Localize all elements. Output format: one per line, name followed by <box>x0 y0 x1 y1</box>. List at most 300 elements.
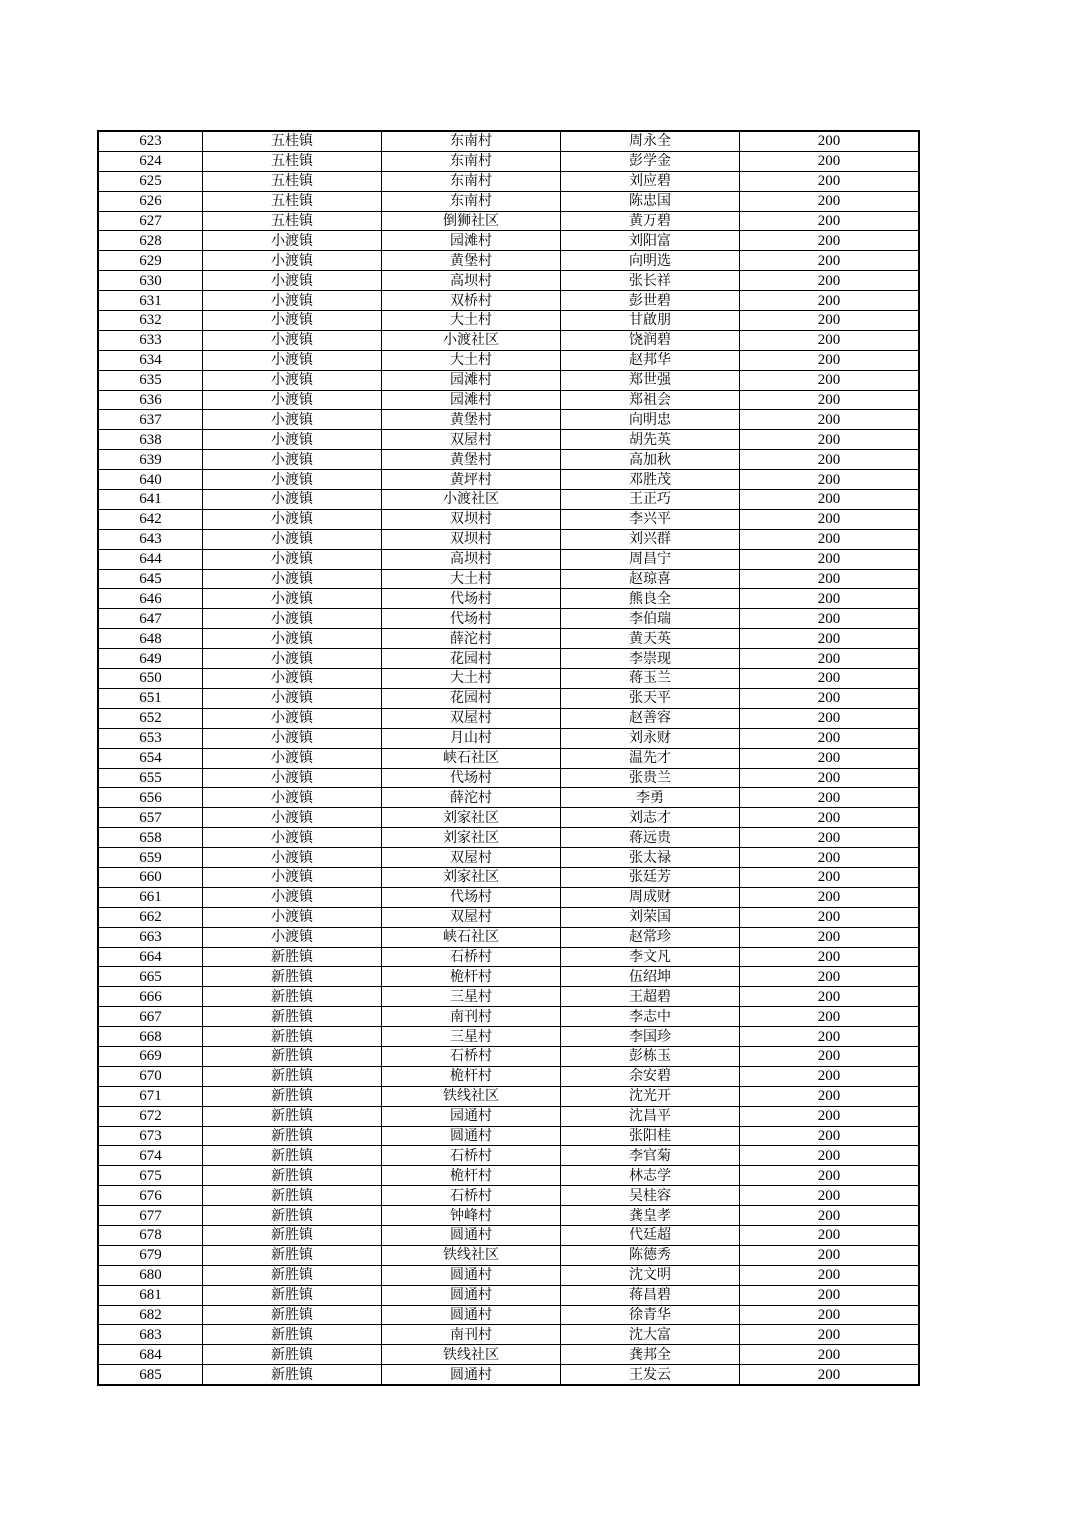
name-cell: 陈忠国 <box>561 191 740 211</box>
name-cell: 代廷超 <box>561 1225 740 1245</box>
row-number-cell: 671 <box>98 1086 203 1106</box>
name-cell: 沈大富 <box>561 1325 740 1345</box>
name-cell: 赵常珍 <box>561 927 740 947</box>
amount-cell: 200 <box>740 907 920 927</box>
row-number-cell: 681 <box>98 1285 203 1305</box>
table-row <box>98 171 919 191</box>
row-number-cell: 649 <box>98 649 203 669</box>
town-cell: 小渡镇 <box>203 350 382 370</box>
row-number-cell: 654 <box>98 748 203 768</box>
table-row <box>98 1186 919 1206</box>
town-cell: 新胜镇 <box>203 1225 382 1245</box>
row-number-cell: 626 <box>98 191 203 211</box>
name-cell: 林志学 <box>561 1166 740 1186</box>
town-cell: 新胜镇 <box>203 967 382 987</box>
name-cell: 赵善容 <box>561 708 740 728</box>
village-cell: 桅杆村 <box>382 1066 561 1086</box>
amount-cell: 200 <box>740 251 920 271</box>
village-cell: 铁线社区 <box>382 1245 561 1265</box>
village-cell: 黄坪村 <box>382 470 561 490</box>
town-cell: 新胜镇 <box>203 1066 382 1086</box>
row-number-cell: 668 <box>98 1027 203 1047</box>
amount-cell: 200 <box>740 1027 920 1047</box>
row-number-cell: 641 <box>98 490 203 510</box>
town-cell: 五桂镇 <box>203 131 382 151</box>
town-cell: 小渡镇 <box>203 688 382 708</box>
amount-cell: 200 <box>740 947 920 967</box>
amount-cell: 200 <box>740 370 920 390</box>
village-cell: 大土村 <box>382 569 561 589</box>
amount-cell: 200 <box>740 1186 920 1206</box>
beneficiary-table <box>97 130 920 1386</box>
amount-cell: 200 <box>740 1365 920 1385</box>
row-number-cell: 656 <box>98 788 203 808</box>
village-cell: 刘家社区 <box>382 808 561 828</box>
town-cell: 小渡镇 <box>203 529 382 549</box>
town-cell: 小渡镇 <box>203 907 382 927</box>
table-row <box>98 1206 919 1226</box>
name-cell: 向明忠 <box>561 410 740 430</box>
amount-cell: 200 <box>740 669 920 689</box>
amount-cell: 200 <box>740 688 920 708</box>
table-row <box>98 1345 919 1365</box>
row-number-cell: 663 <box>98 927 203 947</box>
table-row <box>98 450 919 470</box>
name-cell: 刘应碧 <box>561 171 740 191</box>
town-cell: 小渡镇 <box>203 748 382 768</box>
village-cell: 圆通村 <box>382 1225 561 1245</box>
table-row <box>98 131 919 151</box>
table-row <box>98 669 919 689</box>
table-row <box>98 629 919 649</box>
village-cell: 圆通村 <box>382 1265 561 1285</box>
town-cell: 新胜镇 <box>203 1245 382 1265</box>
row-number-cell: 679 <box>98 1245 203 1265</box>
town-cell: 小渡镇 <box>203 291 382 311</box>
table-row <box>98 370 919 390</box>
name-cell: 李文凡 <box>561 947 740 967</box>
village-cell: 南刊村 <box>382 1325 561 1345</box>
amount-cell: 200 <box>740 1245 920 1265</box>
name-cell: 彭栋玉 <box>561 1046 740 1066</box>
row-number-cell: 643 <box>98 529 203 549</box>
table-row <box>98 330 919 350</box>
name-cell: 饶润碧 <box>561 330 740 350</box>
village-cell: 倒狮社区 <box>382 211 561 231</box>
amount-cell: 200 <box>740 470 920 490</box>
village-cell: 园滩村 <box>382 370 561 390</box>
table-row <box>98 291 919 311</box>
table-row <box>98 987 919 1007</box>
row-number-cell: 670 <box>98 1066 203 1086</box>
amount-cell: 200 <box>740 231 920 251</box>
table-row <box>98 509 919 529</box>
table-row <box>98 1225 919 1245</box>
name-cell: 彭学金 <box>561 151 740 171</box>
town-cell: 新胜镇 <box>203 1126 382 1146</box>
row-number-cell: 646 <box>98 589 203 609</box>
table-row <box>98 1066 919 1086</box>
amount-cell: 200 <box>740 390 920 410</box>
name-cell: 张阳桂 <box>561 1126 740 1146</box>
amount-cell: 200 <box>740 171 920 191</box>
town-cell: 小渡镇 <box>203 311 382 331</box>
amount-cell: 200 <box>740 1305 920 1325</box>
town-cell: 小渡镇 <box>203 470 382 490</box>
row-number-cell: 661 <box>98 887 203 907</box>
amount-cell: 200 <box>740 430 920 450</box>
row-number-cell: 645 <box>98 569 203 589</box>
name-cell: 李志中 <box>561 1007 740 1027</box>
amount-cell: 200 <box>740 1126 920 1146</box>
table-row <box>98 1265 919 1285</box>
name-cell: 张太禄 <box>561 848 740 868</box>
town-cell: 五桂镇 <box>203 211 382 231</box>
name-cell: 沈文明 <box>561 1265 740 1285</box>
row-number-cell: 632 <box>98 311 203 331</box>
town-cell: 新胜镇 <box>203 1007 382 1027</box>
town-cell: 小渡镇 <box>203 410 382 430</box>
table-row <box>98 1166 919 1186</box>
amount-cell: 200 <box>740 808 920 828</box>
village-cell: 代场村 <box>382 768 561 788</box>
village-cell: 双屋村 <box>382 430 561 450</box>
name-cell: 沈光开 <box>561 1086 740 1106</box>
town-cell: 小渡镇 <box>203 549 382 569</box>
row-number-cell: 623 <box>98 131 203 151</box>
amount-cell: 200 <box>740 509 920 529</box>
village-cell: 圆通村 <box>382 1305 561 1325</box>
row-number-cell: 648 <box>98 629 203 649</box>
amount-cell: 200 <box>740 609 920 629</box>
table-row <box>98 191 919 211</box>
village-cell: 双坝村 <box>382 529 561 549</box>
amount-cell: 200 <box>740 1265 920 1285</box>
row-number-cell: 660 <box>98 867 203 887</box>
name-cell: 王超碧 <box>561 987 740 1007</box>
town-cell: 新胜镇 <box>203 1265 382 1285</box>
village-cell: 代场村 <box>382 589 561 609</box>
row-number-cell: 650 <box>98 669 203 689</box>
table-row <box>98 151 919 171</box>
village-cell: 代场村 <box>382 609 561 629</box>
town-cell: 小渡镇 <box>203 708 382 728</box>
village-cell: 石桥村 <box>382 947 561 967</box>
row-number-cell: 635 <box>98 370 203 390</box>
amount-cell: 200 <box>740 350 920 370</box>
town-cell: 小渡镇 <box>203 390 382 410</box>
village-cell: 刘家社区 <box>382 867 561 887</box>
table-row <box>98 828 919 848</box>
name-cell: 张贵兰 <box>561 768 740 788</box>
town-cell: 新胜镇 <box>203 1305 382 1325</box>
table-row <box>98 1007 919 1027</box>
amount-cell: 200 <box>740 927 920 947</box>
table-row <box>98 808 919 828</box>
amount-cell: 200 <box>740 1285 920 1305</box>
table-row <box>98 490 919 510</box>
name-cell: 徐青华 <box>561 1305 740 1325</box>
name-cell: 甘啟朋 <box>561 311 740 331</box>
village-cell: 三星村 <box>382 1027 561 1047</box>
village-cell: 花园村 <box>382 688 561 708</box>
village-cell: 双屋村 <box>382 907 561 927</box>
amount-cell: 200 <box>740 768 920 788</box>
town-cell: 小渡镇 <box>203 808 382 828</box>
row-number-cell: 630 <box>98 271 203 291</box>
table-row <box>98 350 919 370</box>
town-cell: 新胜镇 <box>203 987 382 1007</box>
town-cell: 新胜镇 <box>203 1086 382 1106</box>
village-cell: 圆通村 <box>382 1285 561 1305</box>
table-row <box>98 1365 919 1385</box>
table-row <box>98 728 919 748</box>
table-row <box>98 410 919 430</box>
row-number-cell: 636 <box>98 390 203 410</box>
amount-cell: 200 <box>740 311 920 331</box>
town-cell: 小渡镇 <box>203 271 382 291</box>
amount-cell: 200 <box>740 649 920 669</box>
name-cell: 熊良全 <box>561 589 740 609</box>
name-cell: 邓胜茂 <box>561 470 740 490</box>
row-number-cell: 684 <box>98 1345 203 1365</box>
village-cell: 钟峰村 <box>382 1206 561 1226</box>
village-cell: 峡石社区 <box>382 748 561 768</box>
village-cell: 石桥村 <box>382 1146 561 1166</box>
table-row <box>98 430 919 450</box>
name-cell: 刘荣国 <box>561 907 740 927</box>
town-cell: 小渡镇 <box>203 848 382 868</box>
name-cell: 李崇现 <box>561 649 740 669</box>
amount-cell: 200 <box>740 450 920 470</box>
row-number-cell: 672 <box>98 1106 203 1126</box>
village-cell: 双桥村 <box>382 291 561 311</box>
row-number-cell: 659 <box>98 848 203 868</box>
table-row <box>98 1046 919 1066</box>
village-cell: 双坝村 <box>382 509 561 529</box>
amount-cell: 200 <box>740 708 920 728</box>
name-cell: 李国珍 <box>561 1027 740 1047</box>
village-cell: 刘家社区 <box>382 828 561 848</box>
village-cell: 石桥村 <box>382 1186 561 1206</box>
row-number-cell: 675 <box>98 1166 203 1186</box>
village-cell: 桅杆村 <box>382 1166 561 1186</box>
village-cell: 薛沱村 <box>382 629 561 649</box>
row-number-cell: 683 <box>98 1325 203 1345</box>
row-number-cell: 669 <box>98 1046 203 1066</box>
row-number-cell: 674 <box>98 1146 203 1166</box>
table-row <box>98 529 919 549</box>
name-cell: 向明选 <box>561 251 740 271</box>
row-number-cell: 642 <box>98 509 203 529</box>
row-number-cell: 638 <box>98 430 203 450</box>
village-cell: 东南村 <box>382 191 561 211</box>
table-row <box>98 788 919 808</box>
amount-cell: 200 <box>740 848 920 868</box>
table-row <box>98 251 919 271</box>
amount-cell: 200 <box>740 1225 920 1245</box>
row-number-cell: 685 <box>98 1365 203 1385</box>
name-cell: 周昌宁 <box>561 549 740 569</box>
village-cell: 东南村 <box>382 171 561 191</box>
table-row <box>98 609 919 629</box>
village-cell: 峡石社区 <box>382 927 561 947</box>
town-cell: 新胜镇 <box>203 1365 382 1385</box>
town-cell: 小渡镇 <box>203 788 382 808</box>
row-number-cell: 628 <box>98 231 203 251</box>
name-cell: 龚皇孝 <box>561 1206 740 1226</box>
amount-cell: 200 <box>740 549 920 569</box>
row-number-cell: 647 <box>98 609 203 629</box>
row-number-cell: 667 <box>98 1007 203 1027</box>
town-cell: 小渡镇 <box>203 589 382 609</box>
town-cell: 新胜镇 <box>203 1285 382 1305</box>
amount-cell: 200 <box>740 1106 920 1126</box>
amount-cell: 200 <box>740 410 920 430</box>
row-number-cell: 631 <box>98 291 203 311</box>
name-cell: 吴桂容 <box>561 1186 740 1206</box>
amount-cell: 200 <box>740 271 920 291</box>
table-row <box>98 470 919 490</box>
table-row <box>98 1325 919 1345</box>
name-cell: 王发云 <box>561 1365 740 1385</box>
row-number-cell: 678 <box>98 1225 203 1245</box>
table-row <box>98 967 919 987</box>
village-cell: 园滩村 <box>382 390 561 410</box>
village-cell: 圆通村 <box>382 1126 561 1146</box>
name-cell: 赵琼喜 <box>561 569 740 589</box>
amount-cell: 200 <box>740 1046 920 1066</box>
amount-cell: 200 <box>740 1345 920 1365</box>
table-row <box>98 549 919 569</box>
row-number-cell: 664 <box>98 947 203 967</box>
table-row <box>98 1027 919 1047</box>
town-cell: 小渡镇 <box>203 251 382 271</box>
name-cell: 李勇 <box>561 788 740 808</box>
name-cell: 沈昌平 <box>561 1106 740 1126</box>
amount-cell: 200 <box>740 748 920 768</box>
table-row <box>98 1146 919 1166</box>
town-cell: 小渡镇 <box>203 430 382 450</box>
town-cell: 五桂镇 <box>203 191 382 211</box>
name-cell: 胡先英 <box>561 430 740 450</box>
row-number-cell: 677 <box>98 1206 203 1226</box>
amount-cell: 200 <box>740 151 920 171</box>
row-number-cell: 673 <box>98 1126 203 1146</box>
table-row <box>98 271 919 291</box>
table-row <box>98 311 919 331</box>
village-cell: 铁线社区 <box>382 1345 561 1365</box>
town-cell: 新胜镇 <box>203 1186 382 1206</box>
name-cell: 伍绍坤 <box>561 967 740 987</box>
name-cell: 李伯瑞 <box>561 609 740 629</box>
name-cell: 蒋昌碧 <box>561 1285 740 1305</box>
village-cell: 南刊村 <box>382 1007 561 1027</box>
table-row <box>98 907 919 927</box>
village-cell: 双屋村 <box>382 848 561 868</box>
village-cell: 双屋村 <box>382 708 561 728</box>
village-cell: 小渡社区 <box>382 490 561 510</box>
amount-cell: 200 <box>740 330 920 350</box>
village-cell: 圆通村 <box>382 1365 561 1385</box>
name-cell: 赵邦华 <box>561 350 740 370</box>
amount-cell: 200 <box>740 867 920 887</box>
row-number-cell: 665 <box>98 967 203 987</box>
row-number-cell: 653 <box>98 728 203 748</box>
amount-cell: 200 <box>740 1066 920 1086</box>
name-cell: 周成财 <box>561 887 740 907</box>
village-cell: 薛沱村 <box>382 788 561 808</box>
town-cell: 新胜镇 <box>203 947 382 967</box>
row-number-cell: 658 <box>98 828 203 848</box>
amount-cell: 200 <box>740 728 920 748</box>
amount-cell: 200 <box>740 529 920 549</box>
row-number-cell: 624 <box>98 151 203 171</box>
table-row <box>98 927 919 947</box>
amount-cell: 200 <box>740 211 920 231</box>
name-cell: 温先才 <box>561 748 740 768</box>
amount-cell: 200 <box>740 788 920 808</box>
amount-cell: 200 <box>740 1086 920 1106</box>
row-number-cell: 652 <box>98 708 203 728</box>
table-row <box>98 211 919 231</box>
village-cell: 黄堡村 <box>382 450 561 470</box>
table-row <box>98 589 919 609</box>
name-cell: 黄万碧 <box>561 211 740 231</box>
town-cell: 小渡镇 <box>203 649 382 669</box>
row-number-cell: 655 <box>98 768 203 788</box>
row-number-cell: 629 <box>98 251 203 271</box>
amount-cell: 200 <box>740 629 920 649</box>
name-cell: 张廷芳 <box>561 867 740 887</box>
table-row <box>98 231 919 251</box>
row-number-cell: 662 <box>98 907 203 927</box>
table-row <box>98 1126 919 1146</box>
town-cell: 小渡镇 <box>203 768 382 788</box>
town-cell: 新胜镇 <box>203 1166 382 1186</box>
table-row <box>98 947 919 967</box>
table-row <box>98 649 919 669</box>
town-cell: 新胜镇 <box>203 1106 382 1126</box>
village-cell: 高坝村 <box>382 271 561 291</box>
village-cell: 三星村 <box>382 987 561 1007</box>
table-row <box>98 1245 919 1265</box>
amount-cell: 200 <box>740 291 920 311</box>
amount-cell: 200 <box>740 1146 920 1166</box>
row-number-cell: 644 <box>98 549 203 569</box>
town-cell: 新胜镇 <box>203 1325 382 1345</box>
village-cell: 大土村 <box>382 311 561 331</box>
table-row <box>98 768 919 788</box>
name-cell: 陈德秀 <box>561 1245 740 1265</box>
village-cell: 大土村 <box>382 350 561 370</box>
amount-cell: 200 <box>740 1206 920 1226</box>
town-cell: 小渡镇 <box>203 728 382 748</box>
town-cell: 新胜镇 <box>203 1206 382 1226</box>
amount-cell: 200 <box>740 987 920 1007</box>
village-cell: 高坝村 <box>382 549 561 569</box>
table-row <box>98 848 919 868</box>
town-cell: 小渡镇 <box>203 370 382 390</box>
table-row <box>98 867 919 887</box>
row-number-cell: 676 <box>98 1186 203 1206</box>
row-number-cell: 637 <box>98 410 203 430</box>
village-cell: 园滩村 <box>382 231 561 251</box>
amount-cell: 200 <box>740 1325 920 1345</box>
amount-cell: 200 <box>740 131 920 151</box>
name-cell: 李兴平 <box>561 509 740 529</box>
row-number-cell: 682 <box>98 1305 203 1325</box>
